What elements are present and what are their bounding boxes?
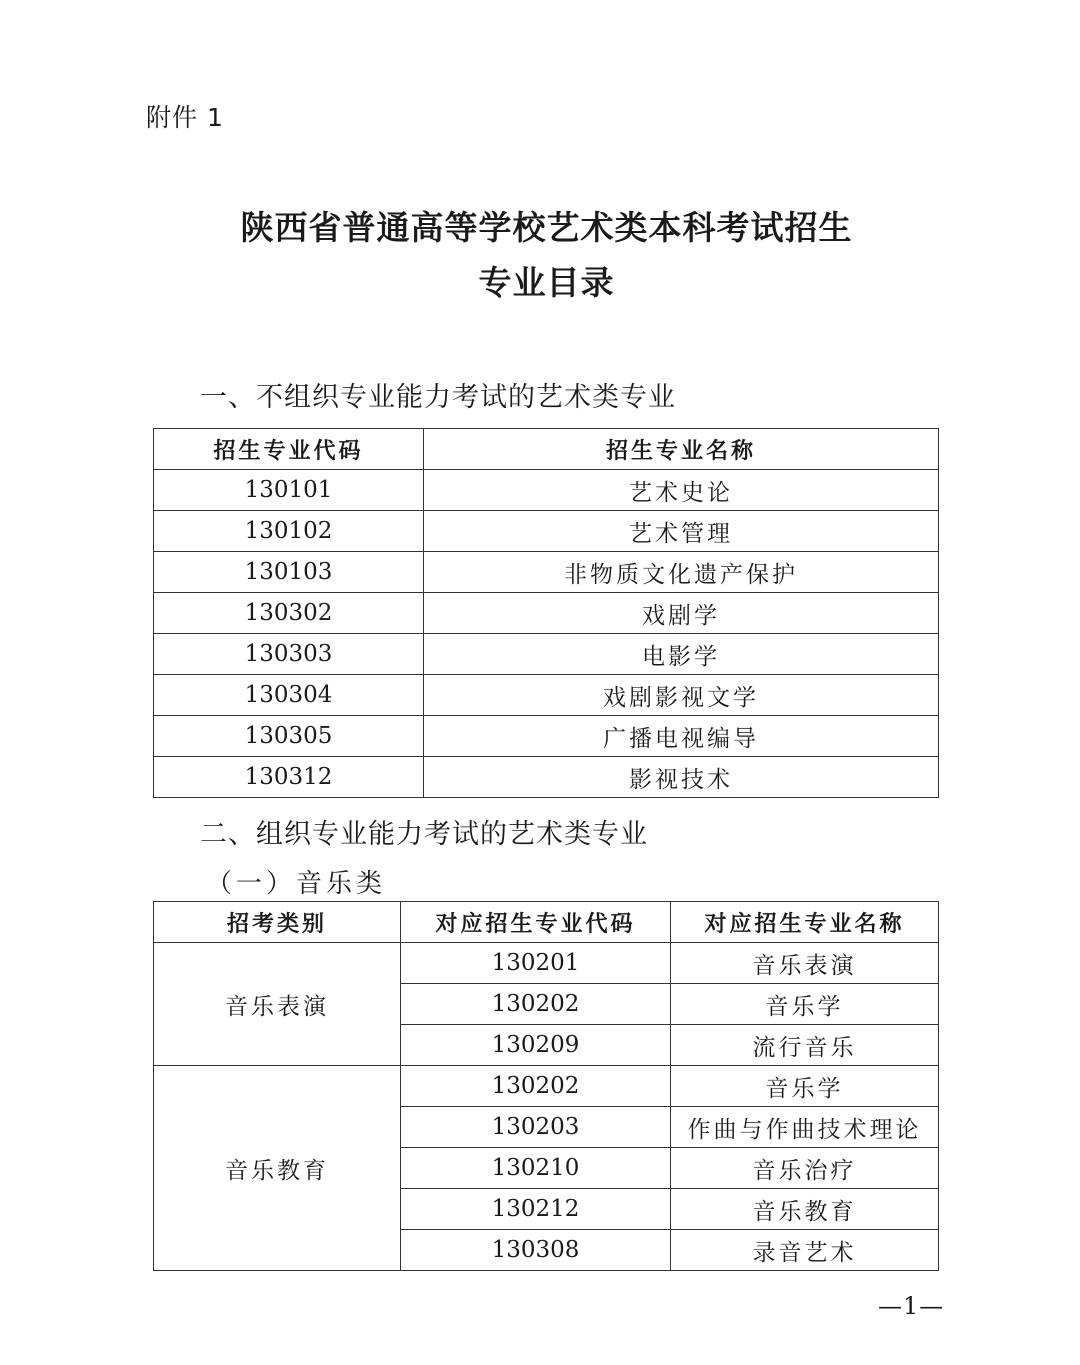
major-code-cell: 130303 bbox=[154, 634, 424, 675]
category-cell: 音乐教育 bbox=[154, 1066, 401, 1271]
major-name-cell: 戏剧影视文学 bbox=[424, 675, 939, 716]
major-code-cell: 130305 bbox=[154, 716, 424, 757]
major-code-cell: 130304 bbox=[154, 675, 424, 716]
header-code: 招生专业代码 bbox=[154, 429, 424, 470]
major-name-cell: 作曲与作曲技术理论 bbox=[671, 1107, 939, 1148]
major-code-cell: 130202 bbox=[401, 984, 671, 1025]
major-code-cell: 130302 bbox=[154, 593, 424, 634]
major-code-cell: 130202 bbox=[401, 1066, 671, 1107]
major-code-cell: 130312 bbox=[154, 757, 424, 798]
table-row bbox=[154, 675, 939, 716]
table-row bbox=[154, 511, 939, 552]
major-code-cell: 130203 bbox=[401, 1107, 671, 1148]
attachment-label: 附件 1 bbox=[146, 103, 224, 132]
section2-heading: 二、组织专业能力考试的艺术类专业 bbox=[200, 819, 648, 850]
major-code-cell: 130308 bbox=[401, 1230, 671, 1271]
major-name-cell: 电影学 bbox=[424, 634, 939, 675]
major-code-cell: 130102 bbox=[154, 511, 424, 552]
table-row bbox=[154, 757, 939, 798]
table-row bbox=[154, 470, 939, 511]
header-category: 招考类别 bbox=[154, 902, 401, 943]
table-row bbox=[154, 716, 939, 757]
major-code-cell: 130209 bbox=[401, 1025, 671, 1066]
page-number: —1— bbox=[878, 1292, 945, 1320]
major-name-cell: 录音艺术 bbox=[671, 1230, 939, 1271]
table-row bbox=[154, 1066, 939, 1107]
major-name-cell: 影视技术 bbox=[424, 757, 939, 798]
no-exam-majors-table bbox=[153, 428, 939, 798]
category-cell: 音乐表演 bbox=[154, 943, 401, 1066]
major-name-cell: 音乐学 bbox=[671, 984, 939, 1025]
table-row bbox=[154, 552, 939, 593]
major-code-cell: 130201 bbox=[401, 943, 671, 984]
table-row bbox=[154, 593, 939, 634]
header-name: 对应招生专业名称 bbox=[671, 902, 939, 943]
table-row bbox=[154, 943, 939, 984]
major-name-cell: 广播电视编导 bbox=[424, 716, 939, 757]
section2-subheading: （一）音乐类 bbox=[206, 869, 387, 899]
major-name-cell: 音乐表演 bbox=[671, 943, 939, 984]
document-title-line2: 专业目录 bbox=[478, 263, 615, 302]
major-name-cell: 音乐教育 bbox=[671, 1189, 939, 1230]
major-code-cell: 130101 bbox=[154, 470, 424, 511]
section1-heading: 一、不组织专业能力考试的艺术类专业 bbox=[200, 382, 676, 413]
major-code-cell: 130212 bbox=[401, 1189, 671, 1230]
major-name-cell: 音乐治疗 bbox=[671, 1148, 939, 1189]
table-header-row bbox=[154, 429, 939, 470]
header-code: 对应招生专业代码 bbox=[401, 902, 671, 943]
major-name-cell: 音乐学 bbox=[671, 1066, 939, 1107]
major-name-cell: 艺术史论 bbox=[424, 470, 939, 511]
table-header-row bbox=[154, 902, 939, 943]
table-row bbox=[154, 634, 939, 675]
major-code-cell: 130103 bbox=[154, 552, 424, 593]
major-name-cell: 艺术管理 bbox=[424, 511, 939, 552]
major-name-cell: 非物质文化遗产保护 bbox=[424, 552, 939, 593]
music-majors-table bbox=[153, 901, 939, 1271]
major-code-cell: 130210 bbox=[401, 1148, 671, 1189]
major-name-cell: 戏剧学 bbox=[424, 593, 939, 634]
major-name-cell: 流行音乐 bbox=[671, 1025, 939, 1066]
document-title-line1: 陕西省普通高等学校艺术类本科考试招生 bbox=[240, 208, 853, 247]
header-name: 招生专业名称 bbox=[424, 429, 939, 470]
